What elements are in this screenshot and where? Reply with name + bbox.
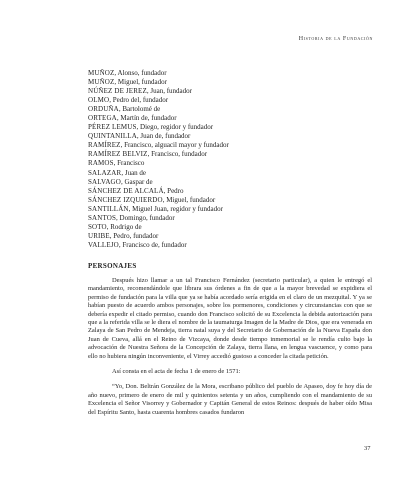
founder-entry xyxy=(88,114,378,123)
founder-entry xyxy=(88,78,378,87)
founder-entry xyxy=(88,69,378,78)
founder-surname: SOTO xyxy=(88,222,107,231)
founder-surname: SANTILLÁN xyxy=(88,204,129,213)
founder-surname: MUÑOZ xyxy=(88,78,115,87)
founder-details: , Miguel, fundador xyxy=(114,78,167,87)
body-text xyxy=(88,277,372,417)
founder-entry xyxy=(88,96,378,105)
founder-surname: NÚÑEZ DE JEREZ xyxy=(88,87,147,96)
founder-entry xyxy=(88,196,378,205)
founder-entry xyxy=(88,187,378,196)
founder-entry xyxy=(88,205,378,214)
founder-entry xyxy=(88,159,378,168)
founder-entry xyxy=(88,132,378,141)
founder-details: , Juan, fundador xyxy=(146,87,192,96)
founder-details: , Juan de xyxy=(121,168,147,177)
founder-details: , Francisco, fundador xyxy=(147,150,208,159)
founder-surname: VALLEJO xyxy=(88,240,119,249)
founder-details: , Francisco xyxy=(113,159,145,168)
founder-details: , Diego, regidor y fundador xyxy=(136,123,214,132)
founder-entry xyxy=(88,232,378,241)
paragraph-2: Así consta en el acta de fecha 1 de enero de 1571: xyxy=(112,368,241,376)
founder-entry xyxy=(88,123,378,132)
section-title: PERSONAJES xyxy=(88,262,137,270)
founder-surname: OLMO xyxy=(88,96,110,105)
founder-entry xyxy=(88,214,378,223)
founder-surname: SÁNCHEZ DE ALCALÁ xyxy=(88,186,164,195)
founder-details: , Francisco de, fundador xyxy=(118,240,187,249)
founder-entry xyxy=(88,178,378,187)
founder-details: , Alonso, fundador xyxy=(114,69,167,77)
founder-surname: SALVAGO xyxy=(88,177,121,186)
founder-details: , Miguel Juan, regidor y fundador xyxy=(128,204,223,213)
founder-entry xyxy=(88,105,378,114)
founder-surname: SANTOS xyxy=(88,213,117,222)
founder-surname: ORTEGA xyxy=(88,114,117,123)
founder-details: , Martín de, fundador xyxy=(116,114,177,123)
founder-surname: QUINTANILLA xyxy=(88,132,137,141)
founder-details: , Juan de, fundador xyxy=(136,132,191,141)
founder-surname: MUÑOZ xyxy=(88,69,115,77)
paragraph-3: “Yo, Don. Beltrán González de la Mora, escribano público del pueblo de Apaseo, doy fe hoy día de año nuevo, primero de enero de mil y quinientos setenta y un años, cumpliendo con el mandamiento de su Excelencia el Señor Visorrey y Gobernador y Capitán General de estos Reinos: después de haber oído Misa del Espíritu Santo, hasta cuarenta hombres casados fundaron xyxy=(88,383,372,416)
founder-surname: PÉREZ LEMUS xyxy=(88,123,137,132)
founder-details: , Francisco, alguacil mayor y fundador xyxy=(120,141,229,150)
founder-details: , Pedro, fundador xyxy=(109,231,159,240)
founder-entry xyxy=(88,241,378,250)
founder-details: , Pedro xyxy=(163,186,184,195)
founder-entry xyxy=(88,141,378,150)
founder-surname: RAMÍREZ xyxy=(88,141,121,150)
founder-details: , Rodrigo de xyxy=(106,222,142,231)
founder-details: , Domingo, fundador xyxy=(116,213,175,222)
founder-entry xyxy=(88,223,378,232)
founder-surname: RAMOS xyxy=(88,159,114,168)
page-number: 37 xyxy=(364,445,371,452)
founder-surname: URIBE xyxy=(88,231,110,240)
founders-list xyxy=(88,69,378,250)
paragraph-1: Después hizo llamar a un tal Francisco Fernández (secretario particular), a quien le entregó el mandamiento, recomendándole que librara sus órdenes a fin de que a la mayor brevedad se expidiera el permiso de fundación para la villa que ya se había acordado sería erigida en el claro de un mezquital. Y ya se habían puesto de acuerdo ambos personajes, sobre los pormenores, condiciones y circunstancias con que se debería expedir el citado permiso, cuando don Francisco solicitó de su Excelencia la debida autorización para que a la referida villa se le diera el nombre de la taumaturga Imagen de la Madre de Dios, que era venerada en Zalaya de San Pedro de Mendeja, tierra natal suya y del Secretario de Gobernación de la Nueva España don Juan de Cueva, allá en el Reino de Vizcaya, donde desde tiempo inmemorial se le rendía culto bajo la advocación de Nuestra Señora de la Concepción de Zalaya, tierra llana, en lengua vascuence, y como para ello no hubiera ningún inconveniente, el Virrey accedió gustoso a conceder la citada petición. xyxy=(88,277,372,360)
founder-entry xyxy=(88,87,378,96)
founder-surname: RAMÍREZ BELVIZ xyxy=(88,150,148,159)
founder-details: , Pedro del, fundador xyxy=(109,96,169,105)
founder-surname: SALAZAR xyxy=(88,168,122,177)
founder-surname: ORDUÑA xyxy=(88,105,119,114)
founder-details: , Miguel, fundador xyxy=(162,195,216,204)
running-header: Historia de la Fundación xyxy=(298,36,373,42)
founder-surname: SÁNCHEZ IZQUIERDO xyxy=(88,195,163,204)
founder-details: , Gaspar de xyxy=(120,177,153,186)
founder-entry xyxy=(88,150,378,159)
founder-entry xyxy=(88,169,378,178)
founder-details: , Bartolomé de xyxy=(118,105,161,114)
